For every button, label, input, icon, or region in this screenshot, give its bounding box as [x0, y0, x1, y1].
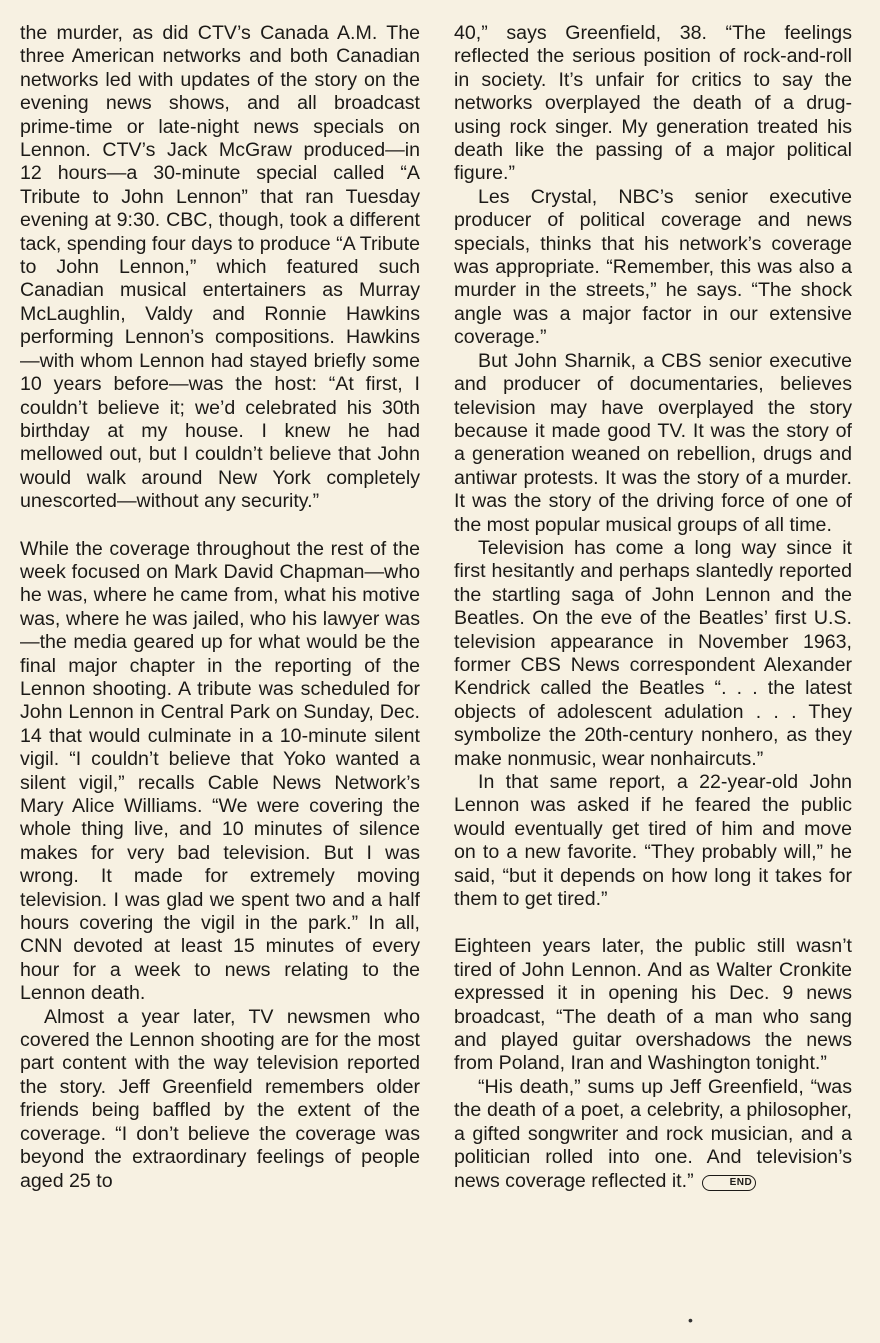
paragraph-john-sharnik: But John Sharnik, a CBS senior executive and producer of documentaries, believes television may have overplayed the story because it made good TV. It was the story of a generation weaned on rebellion, drugs and antiwar protests. It was the story of a murder. It was the story of the driving force of one of the most popular musical groups of all time. [454, 349, 852, 536]
print-speck: • [688, 1312, 693, 1328]
paragraph-canada-coverage: the murder, as did CTV’s Canada A.M. The three American networks and both Canadian networks led with updates of the story on the evening news shows, and all broadcast prime-time or late-night news specials on Lennon. CTV’s Jack McGraw produced—in 12 hours—a 30-minute special called “A Tribute to John Lennon” that ran Tuesday evening at 9:30. CBC, though, took a different tack, spending four days to produce “A Tribute to John Lennon,” which featured such Canadian musical entertainers as Murray McLaughlin, Valdy and Ronnie Hawkins performing Lennon’s compositions. Hawkins—with whom Lennon had stayed briefly some 10 years before—was the host: “At first, I couldn’t believe it; we’d celebrated his 30th birthday at my house. I knew he had mellowed out, but I couldn’t believe that John would walk around New York completely unescorted—without any security.” [20, 22, 420, 513]
paragraph-greenfield-quote: 40,” says Greenfield, 38. “The feelings reflected the serious position of rock-and-roll in society. It’s unfair for critics to say the networks overplayed the death of a drug-using rock singer. My generation treated his death like the passing of a major political figure.” [454, 22, 852, 185]
paragraph-lennon-report: In that same report, a 22-year-old John Lennon was asked if he feared the public would eventually get tired of him and move on to a new favorite. “They probably will,” he said, “but it depends on how long it takes for them to get tired.” [454, 771, 852, 911]
paragraph-eighteen-years: Eighteen years later, the public still wasn’t tired of John Lennon. And as Walter Cronkite expressed it in opening his Dec. 9 news broadcast, “The death of a man who sang and played guitar overshadows the news from Poland, Iran and Washington tonight.” [454, 935, 852, 1075]
paragraph-les-crystal: Les Crystal, NBC’s senior executive producer of political coverage and news specials, thinks that his network’s coverage was appropriate. “Remember, this was also a murder in the streets,” he says. “The shock angle was a major factor in our extensive coverage.” [454, 185, 852, 349]
paragraph-year-later: Almost a year later, TV newsmen who covered the Lennon shooting are for the most part content with the way television reported the story. Jeff Greenfield remembers older friends being baffled by the extent of the coverage. “I don’t believe the coverage was beyond the extraordinary feelings of people aged 25 to [20, 1005, 420, 1192]
paragraph-television-history: Television has come a long way since it first hesitantly and perhaps slantedly reported the startling saga of John Lennon and the Beatles. On the eve of the Beatles’ first U.S. television appearance in November 1963, former CBS News correspondent Alexander Kendrick called the Beatles “. . . the latest objects of adolescent adulation . . . They symbolize the 20th-century nonhero, as they make nonmusic, wear nonhaircuts.” [454, 536, 852, 770]
paragraph-week-coverage: While the coverage throughout the rest of the week focused on Mark David Chapman—who he was, where he came from, what his motive was, where he was jailed, who his lawyer was—the media geared up for what would be the final major chapter in the reporting of the Lennon shooting. A tribute was scheduled for John Lennon in Central Park on Sunday, Dec. 14 that would culminate in a 10-minute silent vigil. “I couldn’t believe that Yoko wanted a silent vigil,” recalls Cable News Network’s Mary Alice Williams. “We were covering the whole thing live, and 10 minutes of silence makes for very bad television. But I was wrong. It made for extremely moving television. I was glad we spent two and a half hours covering the vigil in the park.” In all, CNN devoted at least 15 minutes of every hour for a week to news relating to the Lennon death. [20, 537, 420, 1005]
left-column [20, 22, 420, 1193]
right-column [454, 22, 852, 1193]
paragraph-closing [454, 1076, 852, 1193]
closing-text: “His death,” sums up Jeff Greenfield, “was the death of a poet, a celebrity, a philosopher, a gifted songwriter and rock musician, and a politician rolled into one. And television’s news coverage reflected it.” [454, 1075, 852, 1192]
end-mark: END [702, 1175, 757, 1191]
